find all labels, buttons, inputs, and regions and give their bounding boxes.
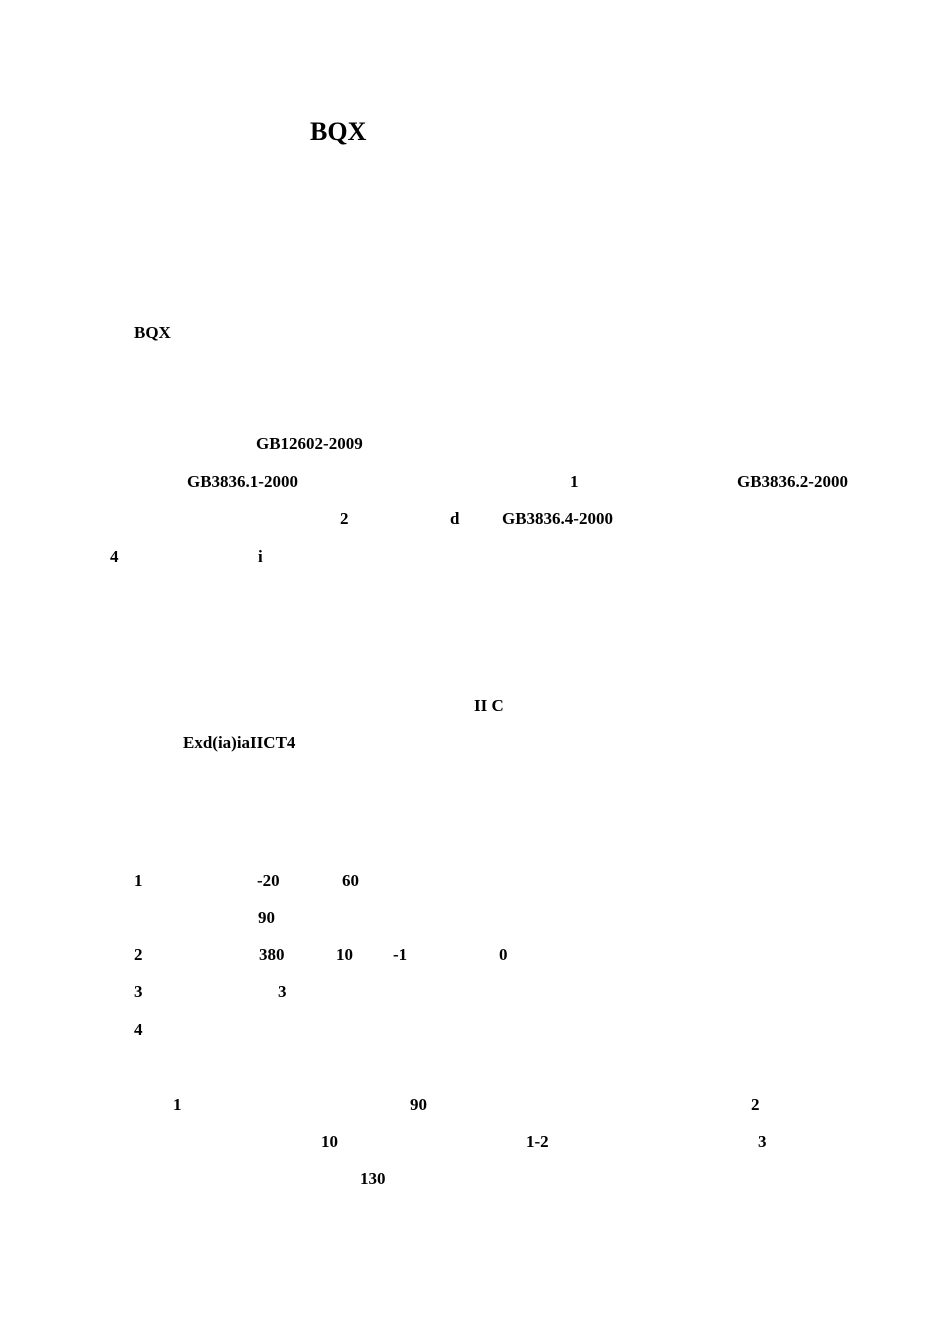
explosion-group: II C	[474, 696, 504, 715]
standard-gb12602: GB12602-2009	[256, 434, 363, 453]
condition-1-max-temp: 60	[342, 871, 359, 890]
note-1-number: 1	[173, 1095, 182, 1114]
standard-gb3836-4-type: i	[258, 547, 263, 566]
standard-gb3836-2: GB3836.2-2000	[737, 472, 848, 491]
condition-1-min-temp: -20	[257, 871, 280, 890]
ex-marking: Exd(ia)iaIICT4	[183, 733, 296, 752]
condition-3-value: 3	[278, 982, 287, 1001]
note-1-value: 90	[410, 1095, 427, 1114]
standard-gb3836-2-part: 2	[340, 509, 349, 528]
section-label: BQX	[134, 323, 171, 342]
condition-2-zero: 0	[499, 945, 508, 964]
standard-gb3836-4-part: 4	[110, 547, 119, 566]
note-3-number: 3	[758, 1132, 767, 1151]
standard-gb3836-1-part: 1	[570, 472, 579, 491]
condition-2-voltage: 380	[259, 945, 285, 964]
condition-2-negative: -1	[393, 945, 408, 964]
condition-4-number: 4	[134, 1020, 143, 1039]
condition-2-percent: 10	[336, 945, 353, 964]
condition-1-number: 1	[134, 871, 143, 890]
standard-gb3836-2-type: d	[450, 509, 460, 528]
standard-gb3836-1: GB3836.1-2000	[187, 472, 298, 491]
condition-3-number: 3	[134, 982, 143, 1001]
note-3-value: 130	[360, 1169, 386, 1188]
document-title: BQX	[310, 117, 367, 146]
note-2-number: 2	[751, 1095, 760, 1114]
standard-gb3836-4: GB3836.4-2000	[502, 509, 613, 528]
note-2-value: 10	[321, 1132, 338, 1151]
condition-2-number: 2	[134, 945, 143, 964]
condition-1-humidity: 90	[258, 908, 275, 927]
note-2-range: 1-2	[526, 1132, 549, 1151]
